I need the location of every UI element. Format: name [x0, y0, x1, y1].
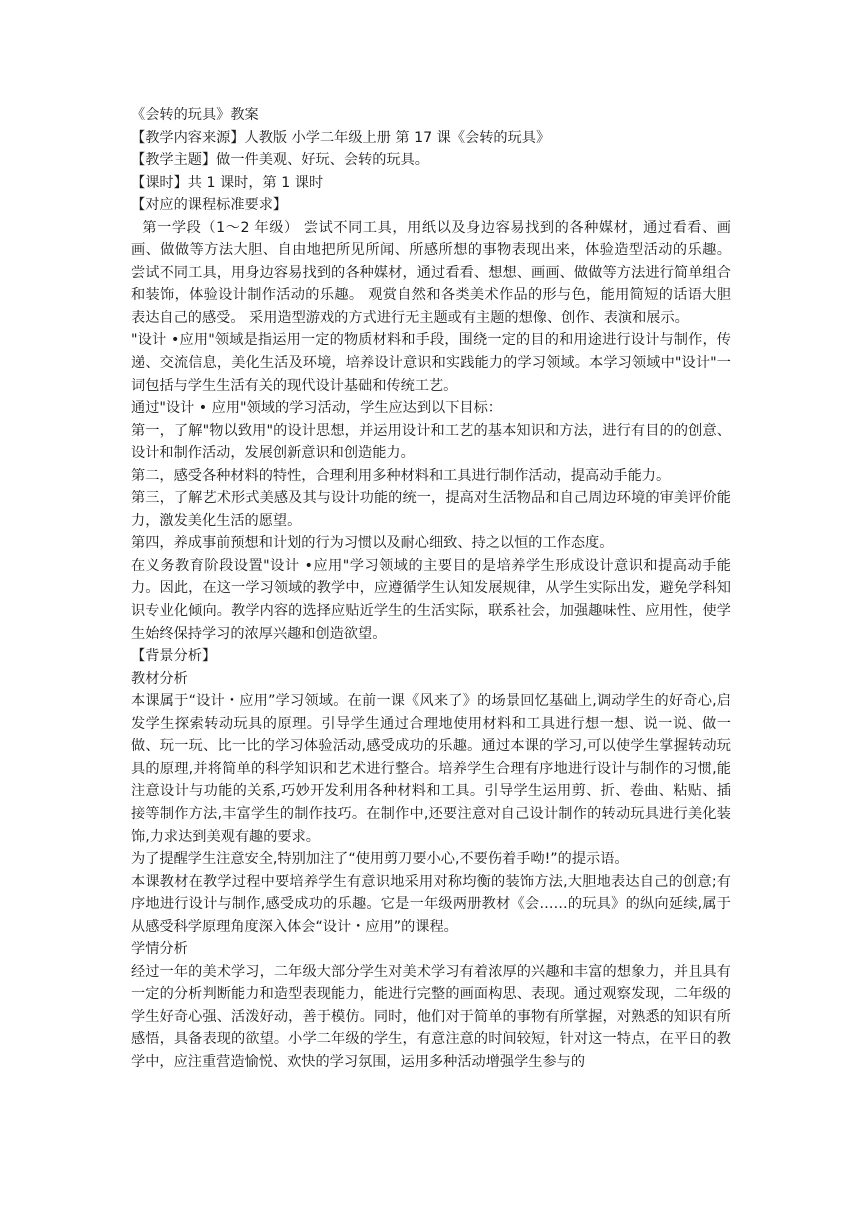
- class-hours: 【课时】共 1 课时，第 1 课时: [131, 174, 324, 191]
- goal-4: 第四，养成事前预想和计划的行为习惯以及耐心细致、持之以恒的工作态度。: [131, 535, 614, 552]
- teaching-theme: 【教学主题】做一件美观、好玩、会转的玩具。: [131, 152, 429, 169]
- design-domain-paragraph: "设计 •应用"领域是指运用一定的物质材料和手段，围绕一定的目的和用途进行设计与制作，传递、交流信息，美化生活及环境，培养设计意识和实践能力的学习领域。本学习领域中"设计"一词包括与学生生活有关的现代设计基础和传统工艺。: [131, 332, 731, 394]
- goal-1: 第一，了解"物以致用"的设计思想，并运用设计和工艺的基本知识和方法，进行有目的的创意、设计和制作活动，发展创新意识和创造能力。: [131, 422, 731, 462]
- background-heading: 【背景分析】: [131, 648, 217, 665]
- student-analysis-heading: 学情分析: [131, 941, 188, 958]
- student-analysis-paragraph: 经过一年的美术学习，二年级大部分学生对美术学习有着浓厚的兴趣和丰富的想象力，并且具有一定的分析判断能力和造型表现能力，能进行完整的画面构思、表现。通过观察发现，二年级的学生好奇心强、活泼好动，善于模仿。同时，他们对于简单的事物有所掌握，对熟悉的知识有所感悟，具备表现的欲望。小学二年级的学生，有意注意的时间较短，针对这一特点，在平日的教学中，应注重营造愉悦、欢快的学习氛围，运用多种活动增强学生参与的: [131, 963, 731, 1070]
- textbook-analysis-heading: 教材分析: [131, 670, 188, 687]
- content-source: 【教学内容来源】人教版 小学二年级上册 第 17 课《会转的玩具》: [131, 129, 551, 146]
- standards-paragraph: 第一学段（1～2 年级） 尝试不同工具，用纸以及身边容易找到的各种媒材，通过看看、画画、做做等方法大胆、自由地把所见所闻、所感所想的事物表现出来，体验造型活动的乐趣。 尝试不同工具，用身边容易找到的各种媒材，通过看看、想想、画画、做做等方法进行简单组合和装饰，体验设计制作活动的乐趣。 观赏自然和各类美术作品的形与色，能用简短的话语大胆表达自己的感受。 采用造型游戏的方式进行无主题或有主题的想像、创作、表演和展示。: [131, 219, 731, 326]
- document-title: 《会转的玩具》教案: [131, 107, 259, 123]
- textbook-paragraph-1: 本课属于“设计・应用”学习领域。在前一课《风来了》的场景回忆基础上,调动学生的好奇心,启发学生探索转动玩具的原理。引导学生通过合理地使用材料和工具进行想一想、说一说、做一做、玩一玩、比一比的学习体验活动,感受成功的乐趣。通过本课的学习,可以使学生掌握转动玩具的原理,并将简单的科学知识和艺术进行整合。培养学生合理有序地进行设计与制作的习惯,能注意设计与功能的关系,巧妙开发利用各种材料和工具。引导学生运用剪、折、卷曲、粘贴、插接等制作方法,丰富学生的制作技巧。在制作中,还要注意对自己设计制作的转动玩具进行美化装饰,力求达到美观有趣的要求。: [131, 693, 731, 845]
- purpose-paragraph: 在义务教育阶段设置"设计 •应用"学习领域的主要目的是培养学生形成设计意识和提高动手能力。因此，在这一学习领域的教学中，应遵循学生认知发展规律，从学生实际出发，避免学科知识专业化倾向。教学内容的选择应贴近学生的生活实际，联系社会，加强趣味性、应用性，使学生始终保持学习的浓厚兴趣和创造欲望。: [131, 557, 731, 642]
- goal-2: 第二，感受各种材料的特性，合理利用多种材料和工具进行制作活动，提高动手能力。: [131, 467, 671, 484]
- textbook-paragraph-2: 为了提醒学生注意安全,特别加注了“使用剪刀要小心,不要伤着手呦!”的提示语。: [131, 851, 629, 868]
- lesson-plan-document: [131, 104, 731, 1074]
- goal-3: 第三，了解艺术形式美感及其与设计功能的统一，提高对生活物品和自己周边环境的审美评价能力，激发美化生活的愿望。: [131, 490, 731, 529]
- goals-intro: 通过"设计 • 应用"领域的学习活动，学生应达到以下目标：: [131, 400, 502, 417]
- textbook-paragraph-3: 本课教材在教学过程中要培养学生有意识地采用对称均衡的装饰方法,大胆地表达自己的创意;有序地进行设计与制作,感受成功的乐趣。它是一年级两册教材《会……的玩具》的纵向延续,属于从感受科学原理角度深入体会“设计・应用”的课程。: [131, 873, 731, 935]
- standards-heading: 【对应的课程标准要求】: [131, 197, 288, 214]
